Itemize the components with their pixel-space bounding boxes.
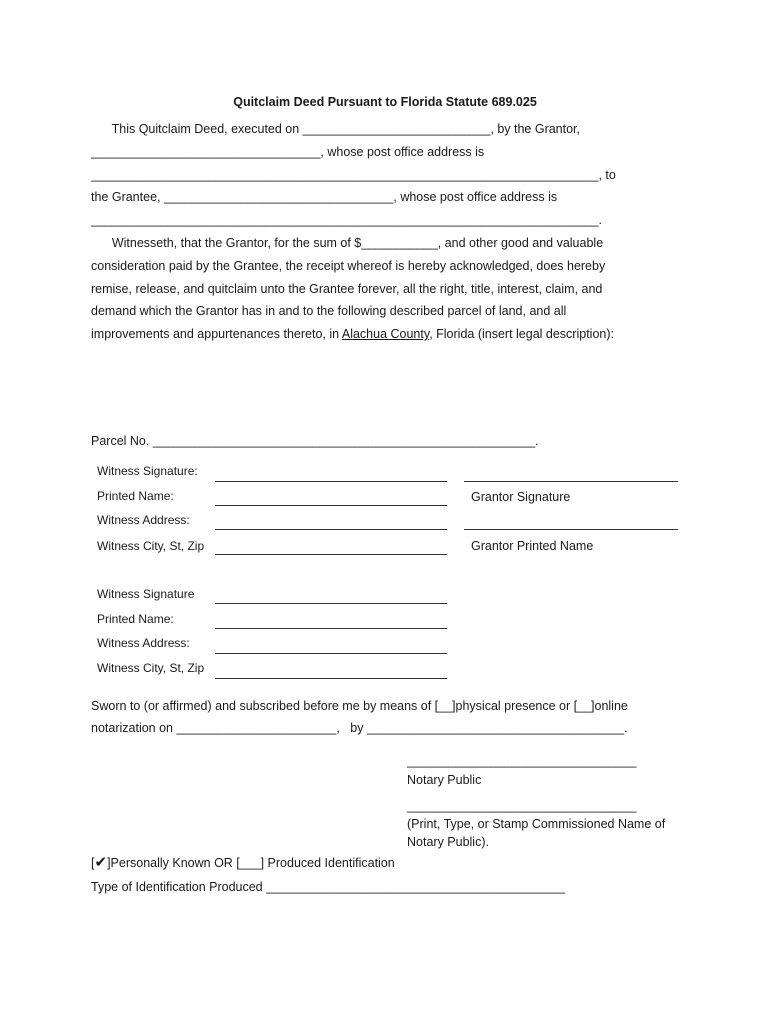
- identification-line: [91, 853, 395, 871]
- notary-signature-line: _________________________________: [407, 754, 637, 768]
- county-suffix: , Florida (insert legal description):: [429, 327, 614, 341]
- witnesseth-line-5: [91, 323, 671, 346]
- witness2-city-line[interactable]: [215, 678, 447, 679]
- witness2-signature-label: Witness Signature: [97, 587, 195, 601]
- sworn-line-1: Sworn to (or affirmed) and subscribed before me by means of [__]physical presence or [__]online: [91, 699, 628, 713]
- bracket-open: [: [91, 856, 95, 870]
- grantee-line: the Grantee, _________________________________, whose post office address is: [91, 190, 558, 204]
- grantor-signature-line[interactable]: [464, 481, 678, 482]
- witness1-address-label: Witness Address:: [97, 513, 190, 527]
- notary-print-label-1: (Print, Type, or Stamp Commissioned Name of: [407, 817, 666, 831]
- parcel-line: Parcel No. _______________________________________________________.: [91, 434, 539, 448]
- witness2-printed-name-line[interactable]: [215, 628, 447, 629]
- witness2-signature-line[interactable]: [215, 603, 447, 604]
- grantor-line: _________________________________, whose post office address is: [91, 145, 485, 159]
- grantor-address-line: _________________________________________________________________________, to: [91, 168, 616, 182]
- witness2-city-label: Witness City, St, Zip: [97, 661, 205, 675]
- county-prefix: improvements and appurtenances thereto, in: [91, 327, 342, 341]
- witnesseth-line-1: Witnesseth, that the Grantor, for the sum of $___________, and other good and valuable: [91, 236, 604, 250]
- witnesseth-line-3: remise, release, and quitclaim unto the Grantee forever, all the right, title, interest, claim, and: [91, 282, 603, 296]
- check-mark-icon[interactable]: ✔: [94, 854, 108, 871]
- witness1-address-line[interactable]: [215, 529, 447, 530]
- witness1-signature-label: Witness Signature:: [97, 464, 198, 478]
- grantor-printed-name-line[interactable]: [464, 529, 678, 530]
- grantor-signature-label: Grantor Signature: [471, 490, 571, 504]
- grantee-address-line: _________________________________________________________________________.: [91, 213, 602, 227]
- document-title: Quitclaim Deed Pursuant to Florida Statute 689.025: [233, 95, 537, 109]
- notary-print-label-2: Notary Public).: [407, 835, 489, 849]
- witness2-printed-name-label: Printed Name:: [97, 612, 174, 626]
- notary-public-label: Notary Public: [407, 773, 482, 787]
- executed-line: This Quitclaim Deed, executed on ___________________________, by the Grantor,: [91, 122, 581, 136]
- personally-known-text: ]Personally Known OR [___] Produced Identification: [107, 856, 395, 870]
- notary-name-line: _________________________________: [407, 799, 637, 813]
- witness1-signature-line[interactable]: [215, 481, 447, 482]
- witness1-city-line[interactable]: [215, 554, 447, 555]
- witness2-address-line[interactable]: [215, 653, 447, 654]
- sworn-line-2: notarization on _______________________, by _____________________________________.: [91, 721, 628, 735]
- county-name: Alachua County: [341, 327, 430, 341]
- witness1-printed-name-label: Printed Name:: [97, 489, 174, 503]
- witness1-city-label: Witness City, St, Zip: [97, 539, 205, 553]
- witnesseth-line-2: consideration paid by the Grantee, the receipt whereof is hereby acknowledged, does hereby: [91, 259, 606, 273]
- grantor-printed-name-label: Grantor Printed Name: [471, 539, 594, 553]
- identification-type-line: Type of Identification Produced ___________________________________________: [91, 880, 566, 894]
- witness1-printed-name-line[interactable]: [215, 505, 447, 506]
- witnesseth-line-4: demand which the Grantor has in and to the following described parcel of land, and all: [91, 304, 567, 318]
- witness2-address-label: Witness Address:: [97, 636, 190, 650]
